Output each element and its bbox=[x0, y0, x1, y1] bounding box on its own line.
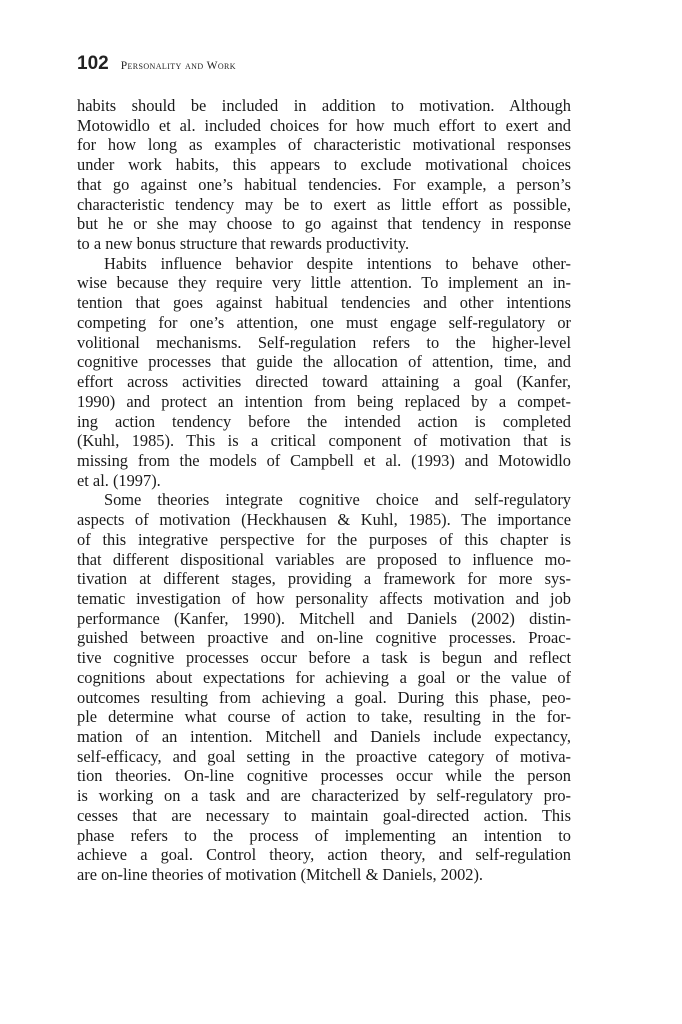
text-line: outcomes resulting from achieving a goal. During this phase, peo- bbox=[77, 687, 571, 707]
text-line: achieve a goal. Control theory, action theory, and self-regulation bbox=[77, 845, 571, 865]
paragraph bbox=[77, 96, 571, 254]
text-line: cesses that are necessary to maintain goal-directed action. This bbox=[77, 805, 571, 825]
text-line: is working on a task and are characterized by self-regulatory pro- bbox=[77, 786, 571, 806]
text-line: wise because they require very little attention. To implement an in- bbox=[77, 273, 571, 293]
text-line: volitional mechanisms. Self-regulation refers to the higher-level bbox=[77, 332, 571, 352]
text-line: cognitive processes that guide the allocation of attention, time, and bbox=[77, 352, 571, 372]
text-line: under work habits, this appears to exclude motivational choices bbox=[77, 155, 571, 175]
text-line: of this integrative perspective for the purposes of this chapter is bbox=[77, 529, 571, 549]
text-line: (Kuhl, 1985). This is a critical component of motivation that is bbox=[77, 431, 571, 451]
paragraph bbox=[77, 490, 571, 884]
text-line: guished between proactive and on-line cognitive processes. Proac- bbox=[77, 628, 571, 648]
text-line: missing from the models of Campbell et al. (1993) and Motowidlo bbox=[77, 450, 571, 470]
text-line: mation of an intention. Mitchell and Daniels include expectancy, bbox=[77, 727, 571, 746]
text-line: tive cognitive processes occur before a task is begun and reflect bbox=[77, 648, 571, 668]
paragraph bbox=[77, 254, 571, 491]
text-line: Some theories integrate cognitive choice and self-regulatory bbox=[104, 490, 571, 510]
text-line: are on-line theories of motivation (Mitchell & Daniels, 2002). bbox=[77, 865, 484, 885]
text-line: habits should be included in addition to motivation. Although bbox=[77, 96, 571, 115]
text-line: phase refers to the process of implementing an intention to bbox=[77, 825, 571, 845]
text-line: Motowidlo et al. included choices for how much effort to exert and bbox=[77, 115, 571, 135]
page-number: 102 bbox=[77, 53, 109, 74]
text-line: Habits influence behavior despite intentions to behave other- bbox=[104, 253, 571, 273]
text-line: 1990) and protect an intention from being replaced by a compet- bbox=[77, 391, 571, 411]
text-line: et al. (1997). bbox=[77, 470, 161, 490]
text-line: for how long as examples of characteristic motivational responses bbox=[77, 135, 571, 155]
text-line: tematic investigation of how personality affects motivation and job bbox=[77, 588, 571, 608]
text-line: tivation at different stages, providing a framework for more sys- bbox=[77, 569, 571, 589]
running-title: Personality and Work bbox=[120, 60, 236, 72]
text-line: to a new bonus structure that rewards productivity. bbox=[77, 234, 410, 254]
text-line: that go against one’s habitual tendencies. For example, a person’s bbox=[77, 174, 571, 194]
text-line: performance (Kanfer, 1990). Mitchell and Daniels (2002) distin- bbox=[77, 608, 571, 628]
text-line: self-efficacy, and goal setting in the proactive category of motiva- bbox=[77, 746, 571, 766]
text-line: tention that goes against habitual tendencies and other intentions bbox=[77, 293, 571, 313]
text-line: that different dispositional variables are proposed to influence mo- bbox=[77, 549, 571, 569]
text-line: ple determine what course of action to take, resulting in the for- bbox=[77, 707, 571, 727]
text-line: cognitions about expectations for achieving a goal or the value of bbox=[77, 667, 571, 687]
text-line: tion theories. On-line cognitive processes occur while the person bbox=[77, 766, 571, 786]
text-line: effort across activities directed toward attaining a goal (Kanfer, bbox=[77, 372, 571, 392]
text-line: aspects of motivation (Heckhausen & Kuhl, 1985). The importance bbox=[77, 510, 571, 530]
body-text bbox=[77, 96, 571, 885]
text-line: characteristic tendency may be to exert as little effort as possible, bbox=[77, 194, 571, 214]
text-line: but he or she may choose to go against that tendency in response bbox=[77, 214, 571, 234]
running-head bbox=[77, 53, 236, 77]
text-line: ing action tendency before the intended action is completed bbox=[77, 411, 571, 431]
text-line: competing for one’s attention, one must engage self-regulatory or bbox=[77, 312, 571, 332]
